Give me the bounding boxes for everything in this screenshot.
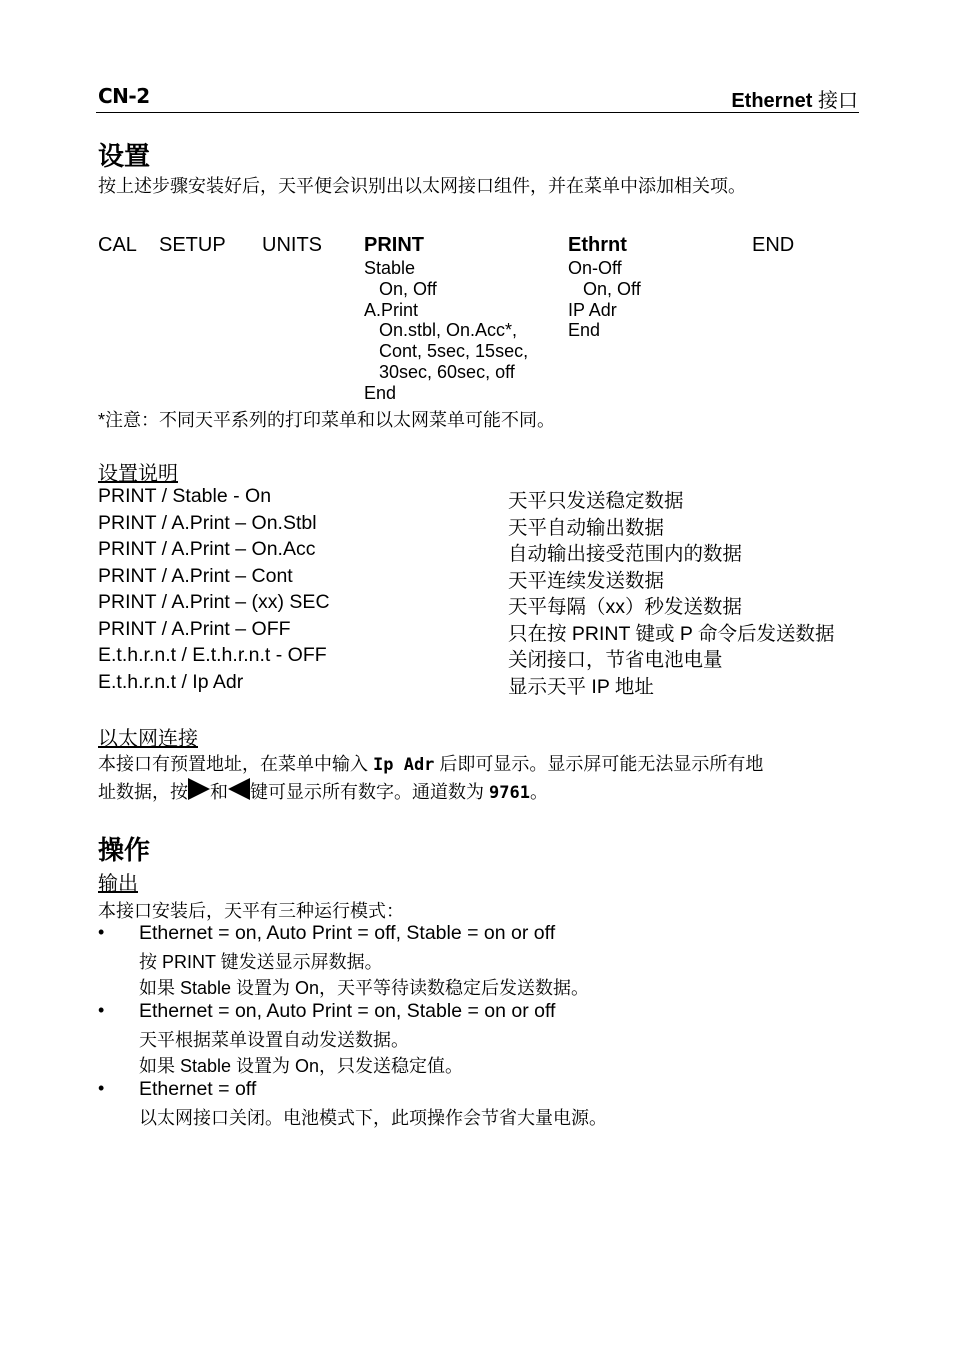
menu-cal: CAL <box>98 234 137 256</box>
menu-note: *注意：不同天平系列的打印菜单和以太网菜单可能不同。 <box>98 410 556 430</box>
operation-intro: 本接口安装后，天平有三种运行模式： <box>98 901 404 921</box>
setting-description: 天平连续发送数据 <box>508 570 665 592</box>
ethernet-line2-text: 。 <box>529 782 548 802</box>
ethrnt-submenu-item: On-Off <box>568 258 622 278</box>
left-arrow-icon <box>228 778 250 800</box>
section-title-rest: 接口 <box>812 90 858 112</box>
menu-end: END <box>752 234 795 256</box>
right-arrow-icon <box>188 778 210 800</box>
menu-print: PRINT <box>364 234 424 256</box>
setup-description-heading: 设置说明 <box>98 463 178 485</box>
setting-description: 自动输出接受范围内的数据 <box>508 543 743 565</box>
setting-description: 只在按 PRINT 键或 P 命令后发送数据 <box>508 623 835 645</box>
setting-name: PRINT / A.Print – OFF <box>98 618 291 640</box>
mode-line: 如果 Stable 设置为 On，天平等待读数稳定后发送数据。 <box>139 978 590 998</box>
setting-name: PRINT / A.Print – On.Acc <box>98 538 316 560</box>
setting-name: PRINT / A.Print – (xx) SEC <box>98 591 330 613</box>
setting-description: 天平自动输出数据 <box>508 517 665 539</box>
menu-units: UNITS <box>262 234 322 256</box>
print-submenu-item: Stable <box>364 258 416 278</box>
output-subheading: 输出 <box>98 873 138 895</box>
mode-line: 天平根据菜单设置自动发送数据。 <box>139 1030 409 1050</box>
setting-name: PRINT / Stable - On <box>98 485 272 507</box>
ethrnt-submenu-item: On, Off <box>583 278 641 299</box>
section-title-bold: Ethernet <box>731 90 813 112</box>
setting-description: 关闭接口，节省电池电量 <box>508 649 723 671</box>
setting-name: PRINT / A.Print – On.Stbl <box>98 512 317 534</box>
mode-line: 按 PRINT 键发送显示屏数据。 <box>139 952 383 972</box>
ethernet-line2-text: 和 <box>210 782 228 802</box>
mode-line: 如果 Stable 设置为 On，只发送稳定值。 <box>139 1056 464 1076</box>
header-divider <box>96 112 859 113</box>
bullet-icon: • <box>98 1000 105 1020</box>
print-submenu-item: On.stbl, On.Acc*, <box>379 320 518 341</box>
ethernet-line1-text: 本接口有预置地址，在菜单中输入 <box>98 754 373 774</box>
mode-title: Ethernet = on, Auto Print = on, Stable = on or off <box>139 1000 556 1022</box>
setting-name: E.t.h.r.n.t / E.t.h.r.n.t - OFF <box>98 644 327 666</box>
ethernet-connection-heading: 以太网连接 <box>98 728 198 750</box>
ethrnt-submenu <box>568 258 641 341</box>
bullet-icon: • <box>98 1078 105 1098</box>
mode-title: Ethernet = off <box>139 1078 257 1100</box>
setting-description: 天平只发送稳定数据 <box>508 490 684 512</box>
section-title <box>731 84 858 113</box>
ethrnt-submenu-item: IP Adr <box>568 299 617 320</box>
ip-adr-code: Ip Adr <box>373 755 435 775</box>
print-submenu-item: Cont, 5sec, 15sec, <box>379 341 529 362</box>
setting-name: E.t.h.r.n.t / Ip Adr <box>98 671 244 693</box>
menu-setup: SETUP <box>159 234 226 256</box>
print-submenu-item: A.Print <box>364 299 419 320</box>
ethrnt-submenu-item: End <box>568 320 601 341</box>
setup-heading: 设置 <box>98 141 151 171</box>
ethernet-connection-line2 <box>98 778 548 804</box>
channel-number: 9761 <box>489 783 530 803</box>
print-submenu-item: On, Off <box>379 278 437 299</box>
print-submenu-item: End <box>364 382 397 403</box>
ethernet-line1-text: 后即可显示。显示屏可能无法显示所有地 <box>434 754 764 774</box>
menu-ethrnt: Ethrnt <box>568 234 627 256</box>
setting-name: PRINT / A.Print – Cont <box>98 565 293 587</box>
bullet-icon: • <box>98 922 105 942</box>
mode-title: Ethernet = on, Auto Print = off, Stable = on or off <box>139 922 556 944</box>
page-number: CN-2 <box>98 84 150 108</box>
setting-description: 显示天平 IP 地址 <box>508 676 654 698</box>
ethernet-line2-text: 址数据，按 <box>98 782 188 802</box>
setting-description: 天平每隔（xx）秒发送数据 <box>508 596 743 618</box>
ethernet-connection-line1 <box>98 750 763 776</box>
setup-intro: 按上述步骤安装好后，天平便会识别出以太网接口组件，并在菜单中添加相关项。 <box>98 176 746 196</box>
print-submenu-item: 30sec, 60sec, off <box>379 361 515 382</box>
print-submenu <box>364 258 528 404</box>
operation-heading: 操作 <box>98 835 151 865</box>
ethernet-line2-text: 键可显示所有数字。通道数为 <box>250 782 489 802</box>
mode-line: 以太网接口关闭。电池模式下，此项操作会节省大量电源。 <box>139 1108 607 1128</box>
